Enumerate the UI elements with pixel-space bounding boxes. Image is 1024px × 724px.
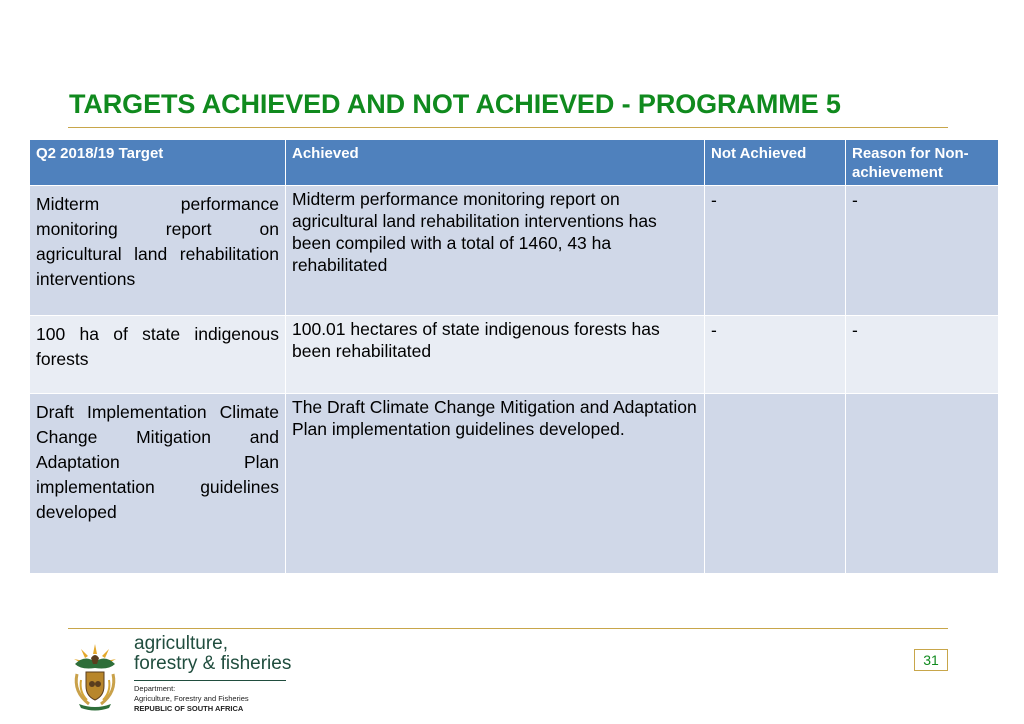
slide-title: TARGETS ACHIEVED AND NOT ACHIEVED - PROGRAMME 5	[69, 89, 841, 119]
not-achieved-cell: -	[705, 186, 846, 316]
department-label: Department:	[134, 684, 176, 693]
target-cell: 100 ha of state indigenous forests	[30, 316, 286, 394]
country-name: REPUBLIC OF SOUTH AFRICA	[134, 704, 244, 713]
column-header-not-achieved: Not Achieved	[705, 140, 846, 186]
brand-divider	[134, 680, 286, 681]
brand-line-1: agriculture,	[134, 633, 228, 654]
not-achieved-cell: -	[705, 316, 846, 394]
department-name: Agriculture, Forestry and Fisheries	[134, 694, 249, 703]
department-branding	[134, 634, 291, 714]
not-achieved-cell	[705, 394, 846, 574]
table-row	[30, 316, 999, 394]
column-header-achieved: Achieved	[286, 140, 705, 186]
column-header-target: Q2 2018/19 Target	[30, 140, 286, 186]
table-row	[30, 394, 999, 574]
reason-cell: -	[846, 186, 999, 316]
reason-cell: -	[846, 316, 999, 394]
reason-cell	[846, 394, 999, 574]
achieved-cell: Midterm performance monitoring report on agricultural land rehabilitation interventions has been compiled with a total of 1460, 43 ha rehabilitated	[286, 186, 705, 316]
footer-divider	[68, 628, 948, 629]
target-cell: Draft Implementation Climate Change Mitigation and Adaptation Plan implementation guidelines developed	[30, 394, 286, 574]
target-cell: Midterm performance monitoring report on agricultural land rehabilitation interventions	[30, 186, 286, 316]
targets-table	[29, 139, 999, 574]
title-divider	[68, 127, 948, 128]
brand-line-2: forestry & fisheries	[134, 653, 292, 674]
page-number: 31	[914, 649, 948, 671]
column-header-reason: Reason for Non-achievement	[846, 140, 999, 186]
table-row	[30, 186, 999, 316]
coat-of-arms-icon	[69, 640, 121, 712]
achieved-cell: 100.01 hectares of state indigenous forests has been rehabilitated	[286, 316, 705, 394]
achieved-cell: The Draft Climate Change Mitigation and Adaptation Plan implementation guidelines developed.	[286, 394, 705, 574]
table-header-row	[30, 140, 999, 186]
